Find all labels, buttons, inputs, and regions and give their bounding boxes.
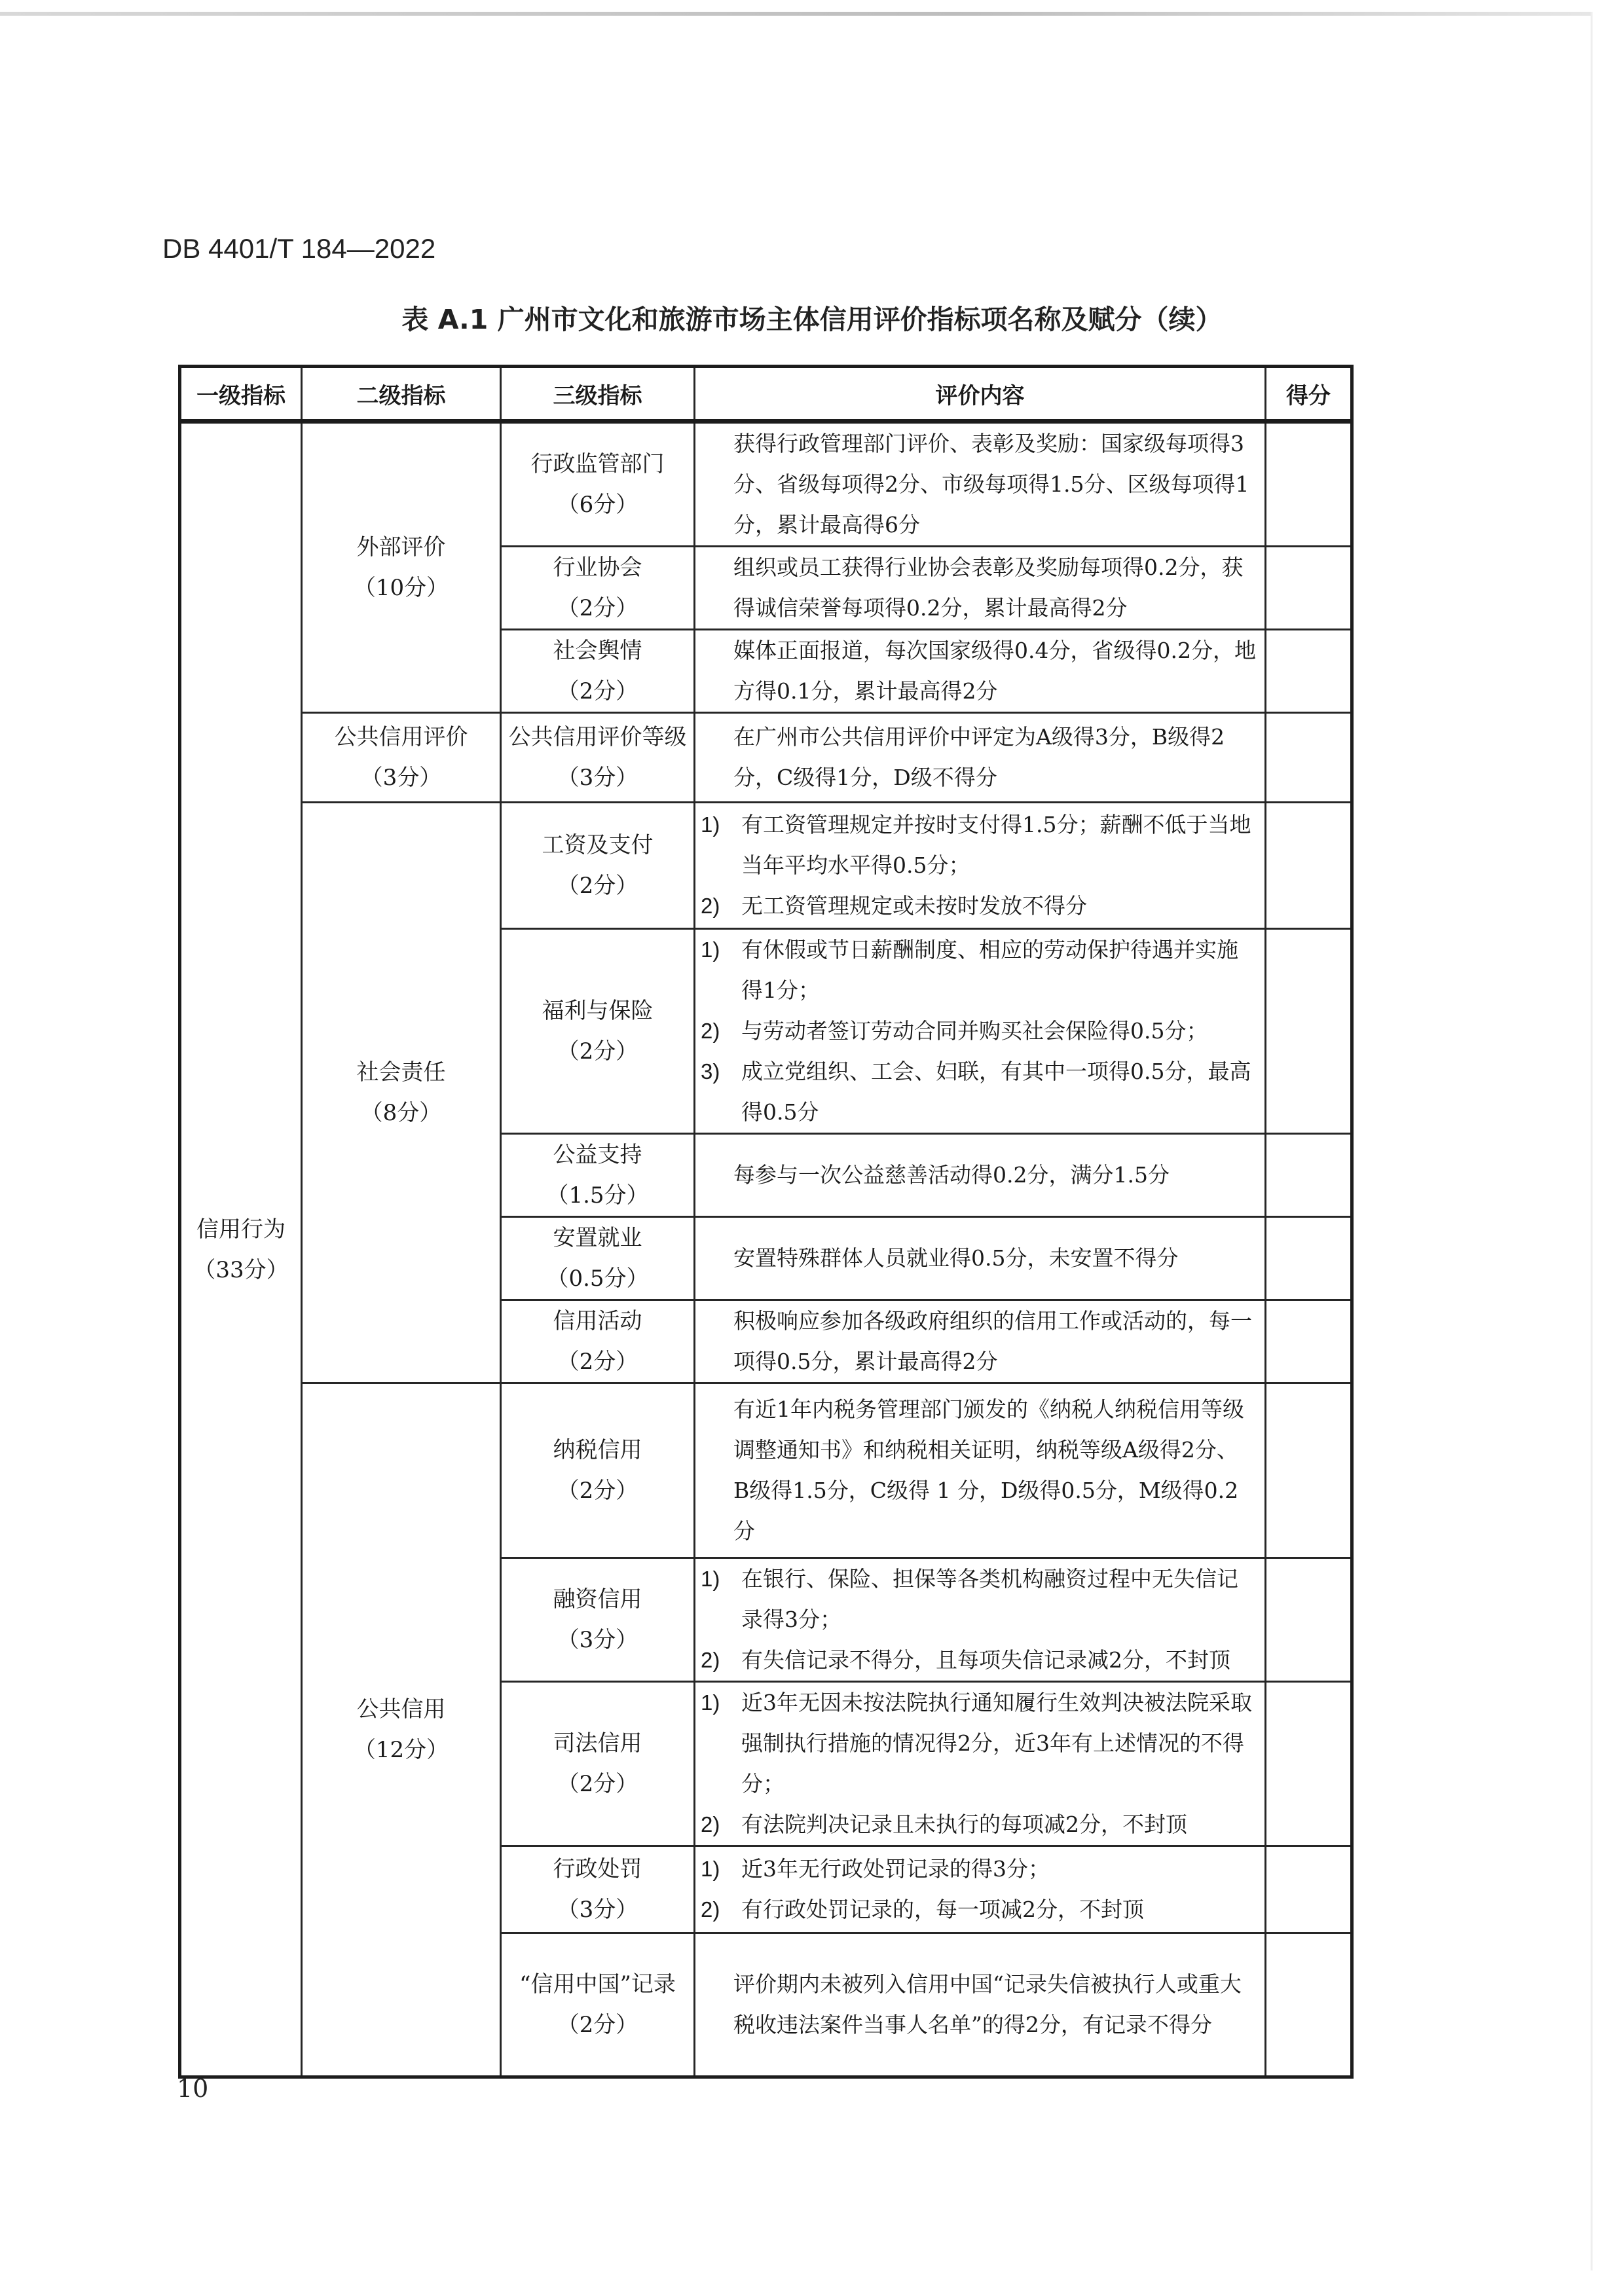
level1-name: 信用行为 xyxy=(196,1216,286,1243)
level3-cell xyxy=(501,1383,695,1558)
content-cell: 媒体正面报道，每次国家级得0.4分，省级得0.2分，地方得0.1分，累计最高得2分 xyxy=(695,630,1266,713)
table-row xyxy=(180,803,1352,929)
level3-name: 工资及支付 xyxy=(542,832,654,858)
level2-score: （12分） xyxy=(353,1737,449,1763)
level3-cell xyxy=(501,1217,695,1300)
score-cell[interactable] xyxy=(1266,422,1352,547)
list-item xyxy=(701,1559,1257,1640)
item-number: 2) xyxy=(701,894,720,918)
level3-cell xyxy=(501,1933,695,2077)
score-cell[interactable] xyxy=(1266,1933,1352,2077)
level3-score: （2分） xyxy=(557,2012,638,2038)
level3-name: 公益支持 xyxy=(553,1142,642,1168)
level3-score: （3分） xyxy=(557,1627,638,1653)
list-item xyxy=(701,1889,1257,1930)
score-cell[interactable] xyxy=(1266,1217,1352,1300)
level3-cell xyxy=(501,547,695,630)
level3-score: （3分） xyxy=(557,1897,638,1923)
level3-score: （2分） xyxy=(557,595,638,621)
level3-cell xyxy=(501,803,695,929)
level3-name: “信用中国”记录 xyxy=(519,1971,676,1997)
level2-name: 外部评价 xyxy=(356,534,446,560)
item-text: 有法院判决记录且未执行的每项减2分，不封顶 xyxy=(741,1812,1187,1837)
credit-evaluation-table xyxy=(178,365,1354,2079)
level2-score: （8分） xyxy=(360,1100,442,1126)
level3-score: （2分） xyxy=(557,1478,638,1504)
item-number: 1) xyxy=(701,1857,720,1881)
level3-name: 社会舆情 xyxy=(553,638,642,664)
level3-score: （6分） xyxy=(557,492,638,518)
level3-name: 福利与保险 xyxy=(542,998,654,1024)
document-code: DB 4401/T 184—2022 xyxy=(162,233,436,264)
score-cell[interactable] xyxy=(1266,1682,1352,1846)
table-title: 表 A.1 广州市文化和旅游市场主体信用评价指标项名称及赋分（续） xyxy=(401,304,1223,335)
item-text: 有工资管理规定并按时支付得1.5分；薪酬不低于当地当年平均水平得0.5分； xyxy=(741,812,1251,878)
level3-cell xyxy=(501,929,695,1134)
content-cell xyxy=(695,1682,1266,1846)
scan-edge-right xyxy=(1591,12,1593,2270)
level2-name: 社会责任 xyxy=(356,1059,446,1085)
level3-cell xyxy=(501,1558,695,1682)
level3-score: （2分） xyxy=(557,678,638,704)
column-header-level3: 三级指标 xyxy=(501,367,695,422)
score-cell[interactable] xyxy=(1266,1300,1352,1383)
item-number: 3) xyxy=(701,1059,720,1084)
content-cell: 评价期内未被列入信用中国“记录失信被执行人或重大税收违法案件当事人名单”的得2分，有记录不得分 xyxy=(695,1933,1266,2077)
table-row xyxy=(180,1383,1352,1558)
table-row xyxy=(180,422,1352,547)
item-number: 2) xyxy=(701,1897,720,1922)
list-item xyxy=(701,886,1257,926)
level3-score: （0.5分） xyxy=(546,1266,649,1292)
score-cell[interactable] xyxy=(1266,713,1352,803)
level3-score: （2分） xyxy=(557,1349,638,1375)
level2-cell xyxy=(302,803,501,1383)
item-text: 近3年无行政处罚记录的得3分； xyxy=(741,1856,1050,1882)
level3-cell xyxy=(501,713,695,803)
level3-cell xyxy=(501,1134,695,1217)
item-number: 2) xyxy=(701,1812,720,1836)
level3-score: （2分） xyxy=(557,1771,638,1797)
list-item xyxy=(701,930,1257,1011)
level3-name: 信用活动 xyxy=(553,1308,642,1334)
level2-score: （3分） xyxy=(360,765,442,791)
content-cell: 有近1年内税务管理部门颁发的《纳税人纳税信用等级调整通知书》和纳税相关证明，纳税等级A级得2分、 B级得1.5分，C级得 1 分，D级得0.5分，M级得0.2分 xyxy=(695,1383,1266,1558)
item-number: 1) xyxy=(701,812,720,837)
content-cell xyxy=(695,1558,1266,1682)
list-item xyxy=(701,1683,1257,1804)
level3-name: 司法信用 xyxy=(553,1730,642,1757)
item-text: 有行政处罚记录的，每一项减2分，不封顶 xyxy=(741,1897,1144,1922)
content-cell: 每参与一次公益慈善活动得0.2分，满分1.5分 xyxy=(695,1134,1266,1217)
score-cell[interactable] xyxy=(1266,929,1352,1134)
level2-name: 公共信用 xyxy=(356,1696,446,1722)
item-number: 2) xyxy=(701,1648,720,1672)
list-item xyxy=(701,805,1257,886)
item-number: 1) xyxy=(701,1567,720,1591)
column-header-score: 得分 xyxy=(1266,367,1352,422)
score-cell[interactable] xyxy=(1266,1846,1352,1933)
level3-score: （2分） xyxy=(557,1038,638,1065)
content-cell: 获得行政管理部门评价、表彰及奖励：国家级每项得3分、省级每项得2分、市级每项得1.5分、区级每项得1分，累计最高得6分 xyxy=(695,422,1266,547)
item-text: 无工资管理规定或未按时发放不得分 xyxy=(741,893,1087,919)
column-header-level1: 一级指标 xyxy=(180,367,302,422)
level3-name: 融资信用 xyxy=(553,1586,642,1613)
item-text: 有休假或节日薪酬制度、相应的劳动保护待遇并实施得1分； xyxy=(741,937,1238,1003)
list-item xyxy=(701,1051,1257,1133)
level2-cell xyxy=(302,422,501,713)
item-text: 成立党组织、工会、妇联，有其中一项得0.5分，最高得0.5分 xyxy=(741,1059,1251,1125)
column-header-level2: 二级指标 xyxy=(302,367,501,422)
list-item xyxy=(701,1804,1257,1845)
item-text: 与劳动者签订劳动合同并购买社会保险得0.5分； xyxy=(741,1018,1208,1044)
score-cell[interactable] xyxy=(1266,1134,1352,1217)
level2-cell xyxy=(302,1383,501,2077)
score-cell[interactable] xyxy=(1266,1383,1352,1558)
level3-name: 行政处罚 xyxy=(553,1856,642,1882)
column-header-content: 评价内容 xyxy=(695,367,1266,422)
score-cell[interactable] xyxy=(1266,803,1352,929)
level3-cell xyxy=(501,630,695,713)
level1-score: （33分） xyxy=(193,1256,289,1283)
level3-name: 行政监管部门 xyxy=(530,451,665,477)
level3-name: 公共信用评价等级 xyxy=(508,724,687,750)
level3-cell xyxy=(501,422,695,547)
level2-cell xyxy=(302,713,501,803)
item-number: 2) xyxy=(701,1019,720,1043)
table-row xyxy=(180,713,1352,803)
content-cell: 安置特殊群体人员就业得0.5分，未安置不得分 xyxy=(695,1217,1266,1300)
table-header-row xyxy=(180,367,1352,422)
content-cell xyxy=(695,1846,1266,1933)
level3-cell xyxy=(501,1846,695,1933)
content-cell: 在广州市公共信用评价中评定为A级得3分，B级得2分，C级得1分，D级不得分 xyxy=(695,713,1266,803)
level3-cell xyxy=(501,1300,695,1383)
item-number: 1) xyxy=(701,938,720,962)
content-cell xyxy=(695,803,1266,929)
list-item xyxy=(701,1849,1257,1889)
item-number: 1) xyxy=(701,1690,720,1715)
level3-score: （3分） xyxy=(557,765,638,791)
level3-score: （1.5分） xyxy=(546,1182,649,1209)
level3-score: （2分） xyxy=(557,873,638,899)
page-number: 10 xyxy=(177,2074,209,2103)
list-item xyxy=(701,1640,1257,1681)
content-cell xyxy=(695,929,1266,1134)
level1-cell xyxy=(180,422,302,2077)
item-text: 有失信记录不得分，且每项失信记录减2分，不封顶 xyxy=(741,1647,1230,1673)
item-text: 近3年无因未按法院执行通知履行生效判决被法院采取强制执行措施的情况得2分，近3年有上述情况的不得分； xyxy=(741,1690,1252,1796)
list-item xyxy=(701,1011,1257,1051)
scan-edge-top xyxy=(0,12,1591,16)
level3-name: 安置就业 xyxy=(553,1225,642,1251)
score-cell[interactable] xyxy=(1266,547,1352,630)
level2-name: 公共信用评价 xyxy=(334,724,468,750)
score-cell[interactable] xyxy=(1266,630,1352,713)
level3-name: 行业协会 xyxy=(553,555,642,581)
content-cell: 积极响应参加各级政府组织的信用工作或活动的，每一项得0.5分，累计最高得2分 xyxy=(695,1300,1266,1383)
level3-cell xyxy=(501,1682,695,1846)
content-cell: 组织或员工获得行业协会表彰及奖励每项得0.2分，获得诚信荣誉每项得0.2分，累计最高得2分 xyxy=(695,547,1266,630)
level2-score: （10分） xyxy=(353,575,449,601)
level3-name: 纳税信用 xyxy=(553,1437,642,1463)
item-text: 在银行、保险、担保等各类机构融资过程中无失信记录得3分； xyxy=(741,1566,1238,1632)
score-cell[interactable] xyxy=(1266,1558,1352,1682)
